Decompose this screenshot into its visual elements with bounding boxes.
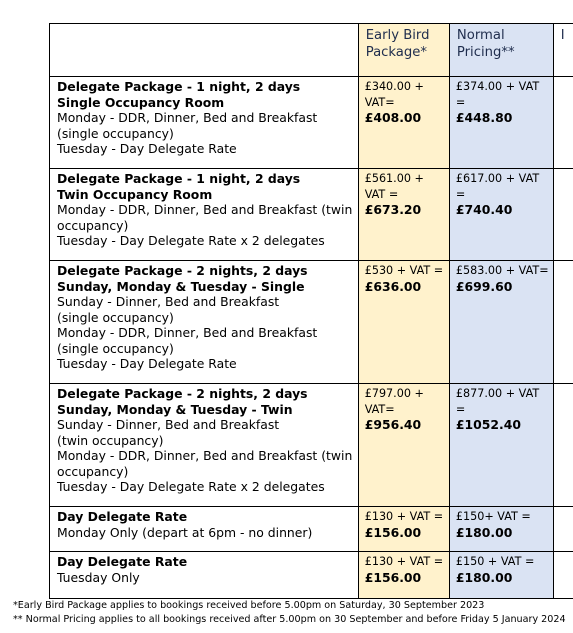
package-subtitle: Single Occupancy Room [57,94,225,110]
normal-base-price: £877.00 + VAT = [455,387,540,416]
partial-cell [553,77,573,169]
package-detail: Monday - DDR, Dinner, Bed and Breakfast (twin occupancy) [57,448,353,479]
package-detail: Monday - DDR, Dinner, Bed and Breakfast (single occupancy) [57,325,318,356]
package-detail: Tuesday - Day Delegate Rate [57,356,237,371]
normal-total-price: £740.40 [455,202,513,217]
normal-total-price: £180.00 [455,524,513,540]
package-subtitle: Sunday, Monday & Tuesday - Single [57,278,305,294]
early-bird-base-price: £561.00 + VAT = [364,172,424,201]
early-bird-base-price: £130 + VAT = [364,555,444,568]
normal-base-price: £150+ VAT = [455,510,531,523]
package-cell [50,77,359,169]
normal-price-cell [449,507,553,552]
package-title: Delegate Package - 2 nights, 2 days [57,386,308,401]
pricing-table [49,23,573,599]
package-subtitle: Sunday, Monday & Tuesday - Twin [57,401,293,417]
normal-price-cell [449,384,553,507]
package-detail: Sunday - Dinner, Bed and Breakfast [57,294,280,309]
normal-total-price: £180.00 [455,569,513,585]
early-bird-price-cell [358,384,449,507]
normal-price-cell [449,261,553,384]
package-title: Day Delegate Rate [57,509,188,524]
normal-base-price: £583.00 + VAT= [455,264,549,277]
normal-total-price: £699.60 [455,278,513,294]
table-row [50,552,573,599]
partial-cell [553,507,573,552]
normal-base-price: £617.00 + VAT = [455,172,540,201]
table-row [50,77,573,169]
pricing-body [50,77,573,599]
header-row [50,24,573,77]
package-detail: Tuesday - Day Delegate Rate [57,141,237,156]
early-bird-total-price: £636.00 [364,278,422,294]
early-bird-price-cell [358,507,449,552]
package-detail: Monday Only (depart at 6pm - no dinner) [57,524,313,540]
normal-total-price: £1052.40 [455,417,521,432]
normal-price-cell [449,77,553,169]
package-detail: (single occupancy) [57,309,174,325]
early-bird-price-cell [358,261,449,384]
early-bird-total-price: £156.00 [364,524,422,540]
package-detail: Tuesday Only [57,569,140,585]
normal-base-price: £374.00 + VAT = [455,80,540,109]
early-bird-base-price: £130 + VAT = [364,510,444,523]
early-bird-price-cell [358,169,449,261]
early-bird-total-price: £156.00 [364,569,422,585]
early-bird-total-price: £673.20 [364,202,422,217]
footnote-normal-pricing: ** Normal Pricing applies to all bookings received after 5.00pm on 30 September and before Friday 5 January 2024 [13,614,566,625]
footnote-early-bird: *Early Bird Package applies to bookings received before 5.00pm on Saturday, 30 September 2023 [13,600,485,611]
header-package [50,24,359,77]
package-detail: Monday - DDR, Dinner, Bed and Breakfast (single occupancy) [57,110,318,141]
pricing-table-wrapper [49,23,573,599]
package-subtitle: Twin Occupancy Room [57,186,213,202]
package-detail: (twin occupancy) [57,432,164,448]
package-detail: Tuesday - Day Delegate Rate x 2 delegates [57,479,325,494]
package-cell [50,552,359,599]
table-row [50,384,573,507]
table-row [50,507,573,552]
partial-cell [553,384,573,507]
package-cell [50,384,359,507]
table-row [50,261,573,384]
early-bird-price-cell [358,552,449,599]
package-cell [50,261,359,384]
header-partial: I [553,24,573,77]
package-title: Delegate Package - 1 night, 2 days [57,79,301,94]
partial-cell [553,552,573,599]
header-normal-pricing: Normal Pricing** [449,24,553,77]
early-bird-price-cell [358,77,449,169]
package-detail: Tuesday - Day Delegate Rate x 2 delegates [57,233,325,248]
package-cell [50,169,359,261]
partial-cell [553,261,573,384]
early-bird-base-price: £797.00 + VAT= [364,387,424,416]
package-title: Day Delegate Rate [57,554,188,569]
normal-total-price: £448.80 [455,110,513,125]
package-title: Delegate Package - 2 nights, 2 days [57,263,308,278]
normal-price-cell [449,169,553,261]
normal-base-price: £150 + VAT = [455,555,535,568]
header-early-bird: Early Bird Package* [358,24,449,77]
package-title: Delegate Package - 1 night, 2 days [57,171,301,186]
package-cell [50,507,359,552]
early-bird-total-price: £408.00 [364,110,422,125]
partial-cell [553,169,573,261]
normal-price-cell [449,552,553,599]
package-detail: Monday - DDR, Dinner, Bed and Breakfast (twin occupancy) [57,202,353,233]
early-bird-base-price: £340.00 + VAT= [364,80,424,109]
early-bird-base-price: £530 + VAT = [364,264,444,277]
table-row [50,169,573,261]
package-detail: Sunday - Dinner, Bed and Breakfast [57,417,280,432]
early-bird-total-price: £956.40 [364,417,422,432]
